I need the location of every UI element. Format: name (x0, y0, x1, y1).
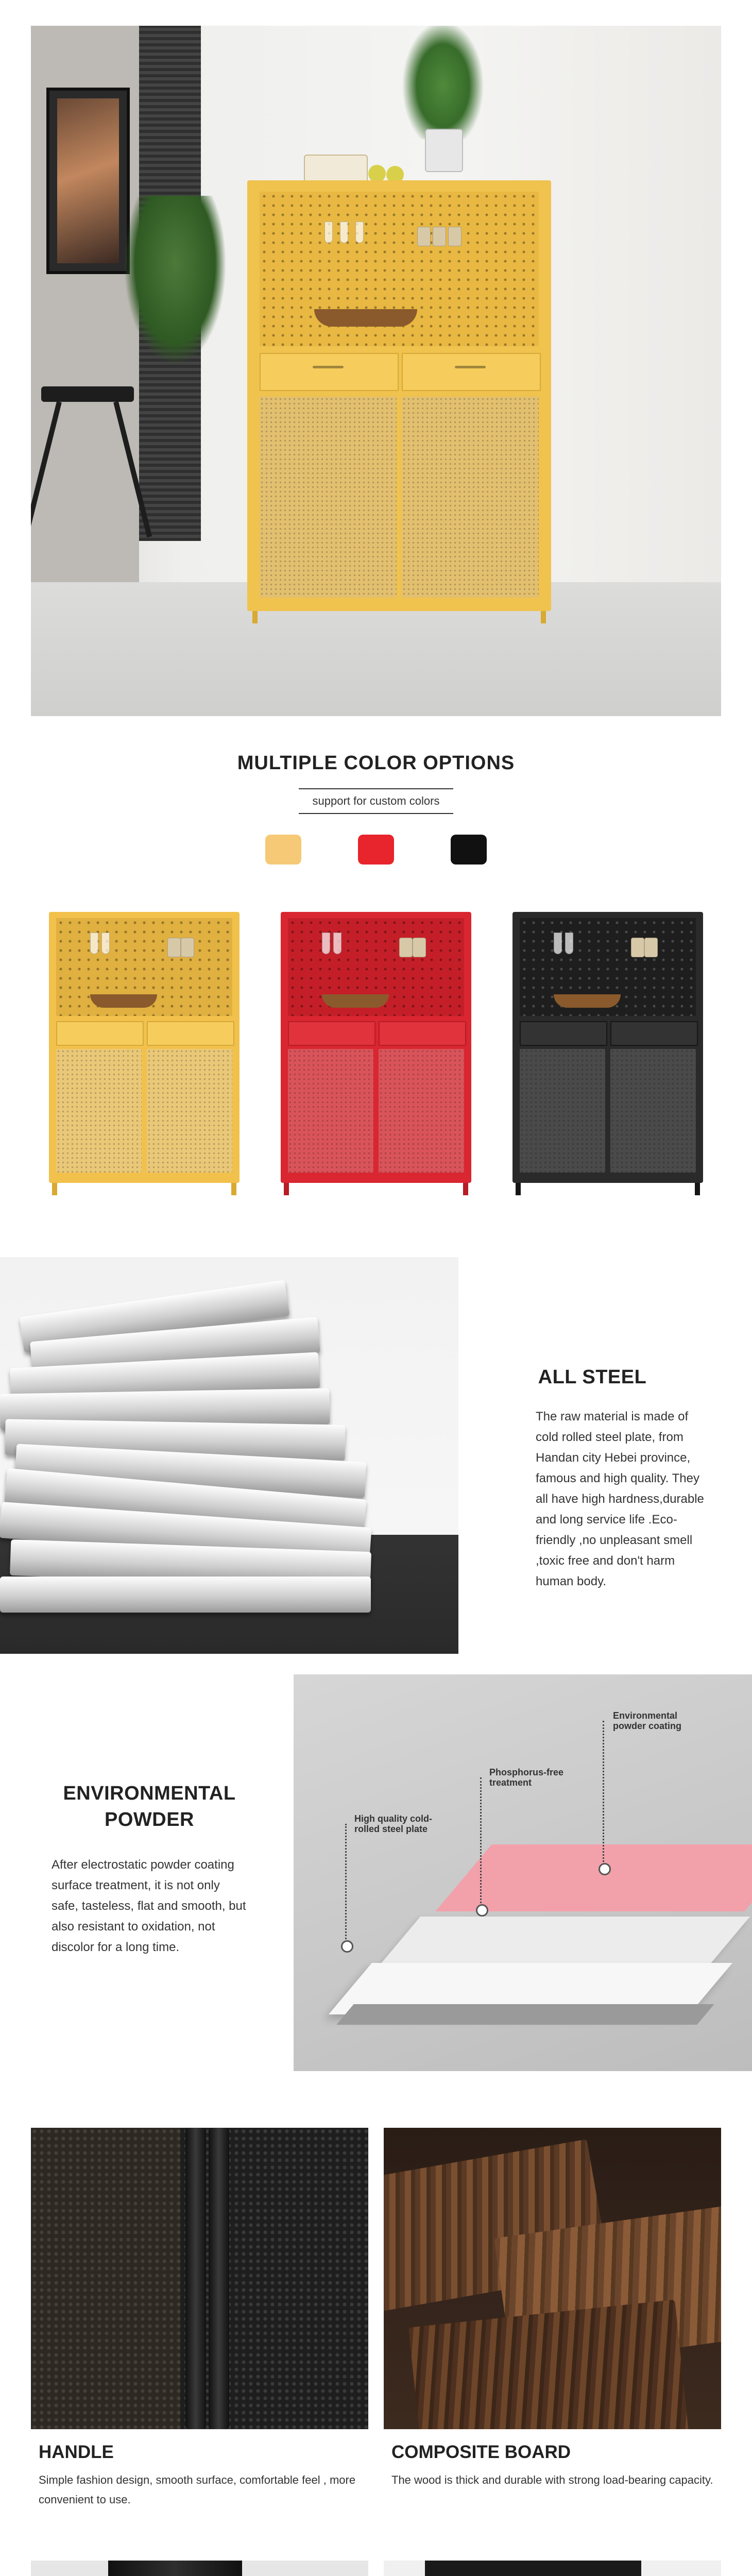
feature-desc-composite-board: The wood is thick and durable with strong load-bearing capacity. (391, 2473, 713, 2486)
top-plant (402, 26, 484, 139)
cabinet-red (281, 912, 471, 1195)
color-options-title: MULTIPLE COLOR OPTIONS (237, 752, 515, 774)
environmental-description: After electrostatic powder coating surface treatment, it is not only safe, tasteless, flat and smooth, but also resistant to oxidation, not discolor for a long time. (52, 1858, 246, 1954)
handle-image (31, 2128, 368, 2429)
environmental-title-line1: ENVIRONMENTAL (63, 1783, 236, 1804)
feature-title-composite-board: COMPOSITE BOARD (391, 2442, 571, 2462)
color-options-subtitle: support for custom colors (299, 788, 453, 814)
swatch-yellow[interactable] (265, 835, 301, 865)
steel-title: ALL STEEL (538, 1366, 647, 1388)
steel-description: The raw material is made of cold rolled steel plate, from Handan city Hebei province, famous and high quality. They all have high hardness,durable and long service life .Eco-friendly ,no unpleasant smell ,toxic free and don't harm human body. (536, 1410, 704, 1588)
callout-phosphorus: Phosphorus-free treatment (489, 1767, 564, 1788)
cabinet-yellow (49, 912, 240, 1195)
feature-desc-handle: Simple fashion design, smooth surface, comfortable feel , more convenient to use. (39, 2473, 356, 2506)
cabinet-black (512, 912, 703, 1195)
callout-steel-plate: High quality cold- rolled steel plate (354, 1814, 432, 1834)
swatch-black[interactable] (451, 835, 487, 865)
environmental-title (52, 1783, 247, 1831)
lemon (368, 165, 386, 182)
wheels-image (384, 2561, 721, 2576)
coating-layers-diagram (294, 1674, 752, 2071)
wall-painting (46, 88, 130, 274)
feature-title-handle: HANDLE (39, 2442, 114, 2462)
powder-coating-layer (435, 1844, 752, 1911)
bar-stool (41, 386, 134, 541)
hero-product-image (31, 26, 721, 716)
composite-board-image (384, 2128, 721, 2429)
callout-powder-coating: Environmental powder coating (613, 1710, 682, 1731)
adjustable-leg-image (31, 2561, 368, 2576)
plant-pot (425, 129, 463, 172)
hero-cabinet (247, 180, 551, 623)
side-plant (124, 196, 227, 366)
steel-sheets-image (0, 1257, 458, 1654)
environmental-title-line2: POWDER (105, 1809, 194, 1831)
swatch-red[interactable] (358, 835, 394, 865)
